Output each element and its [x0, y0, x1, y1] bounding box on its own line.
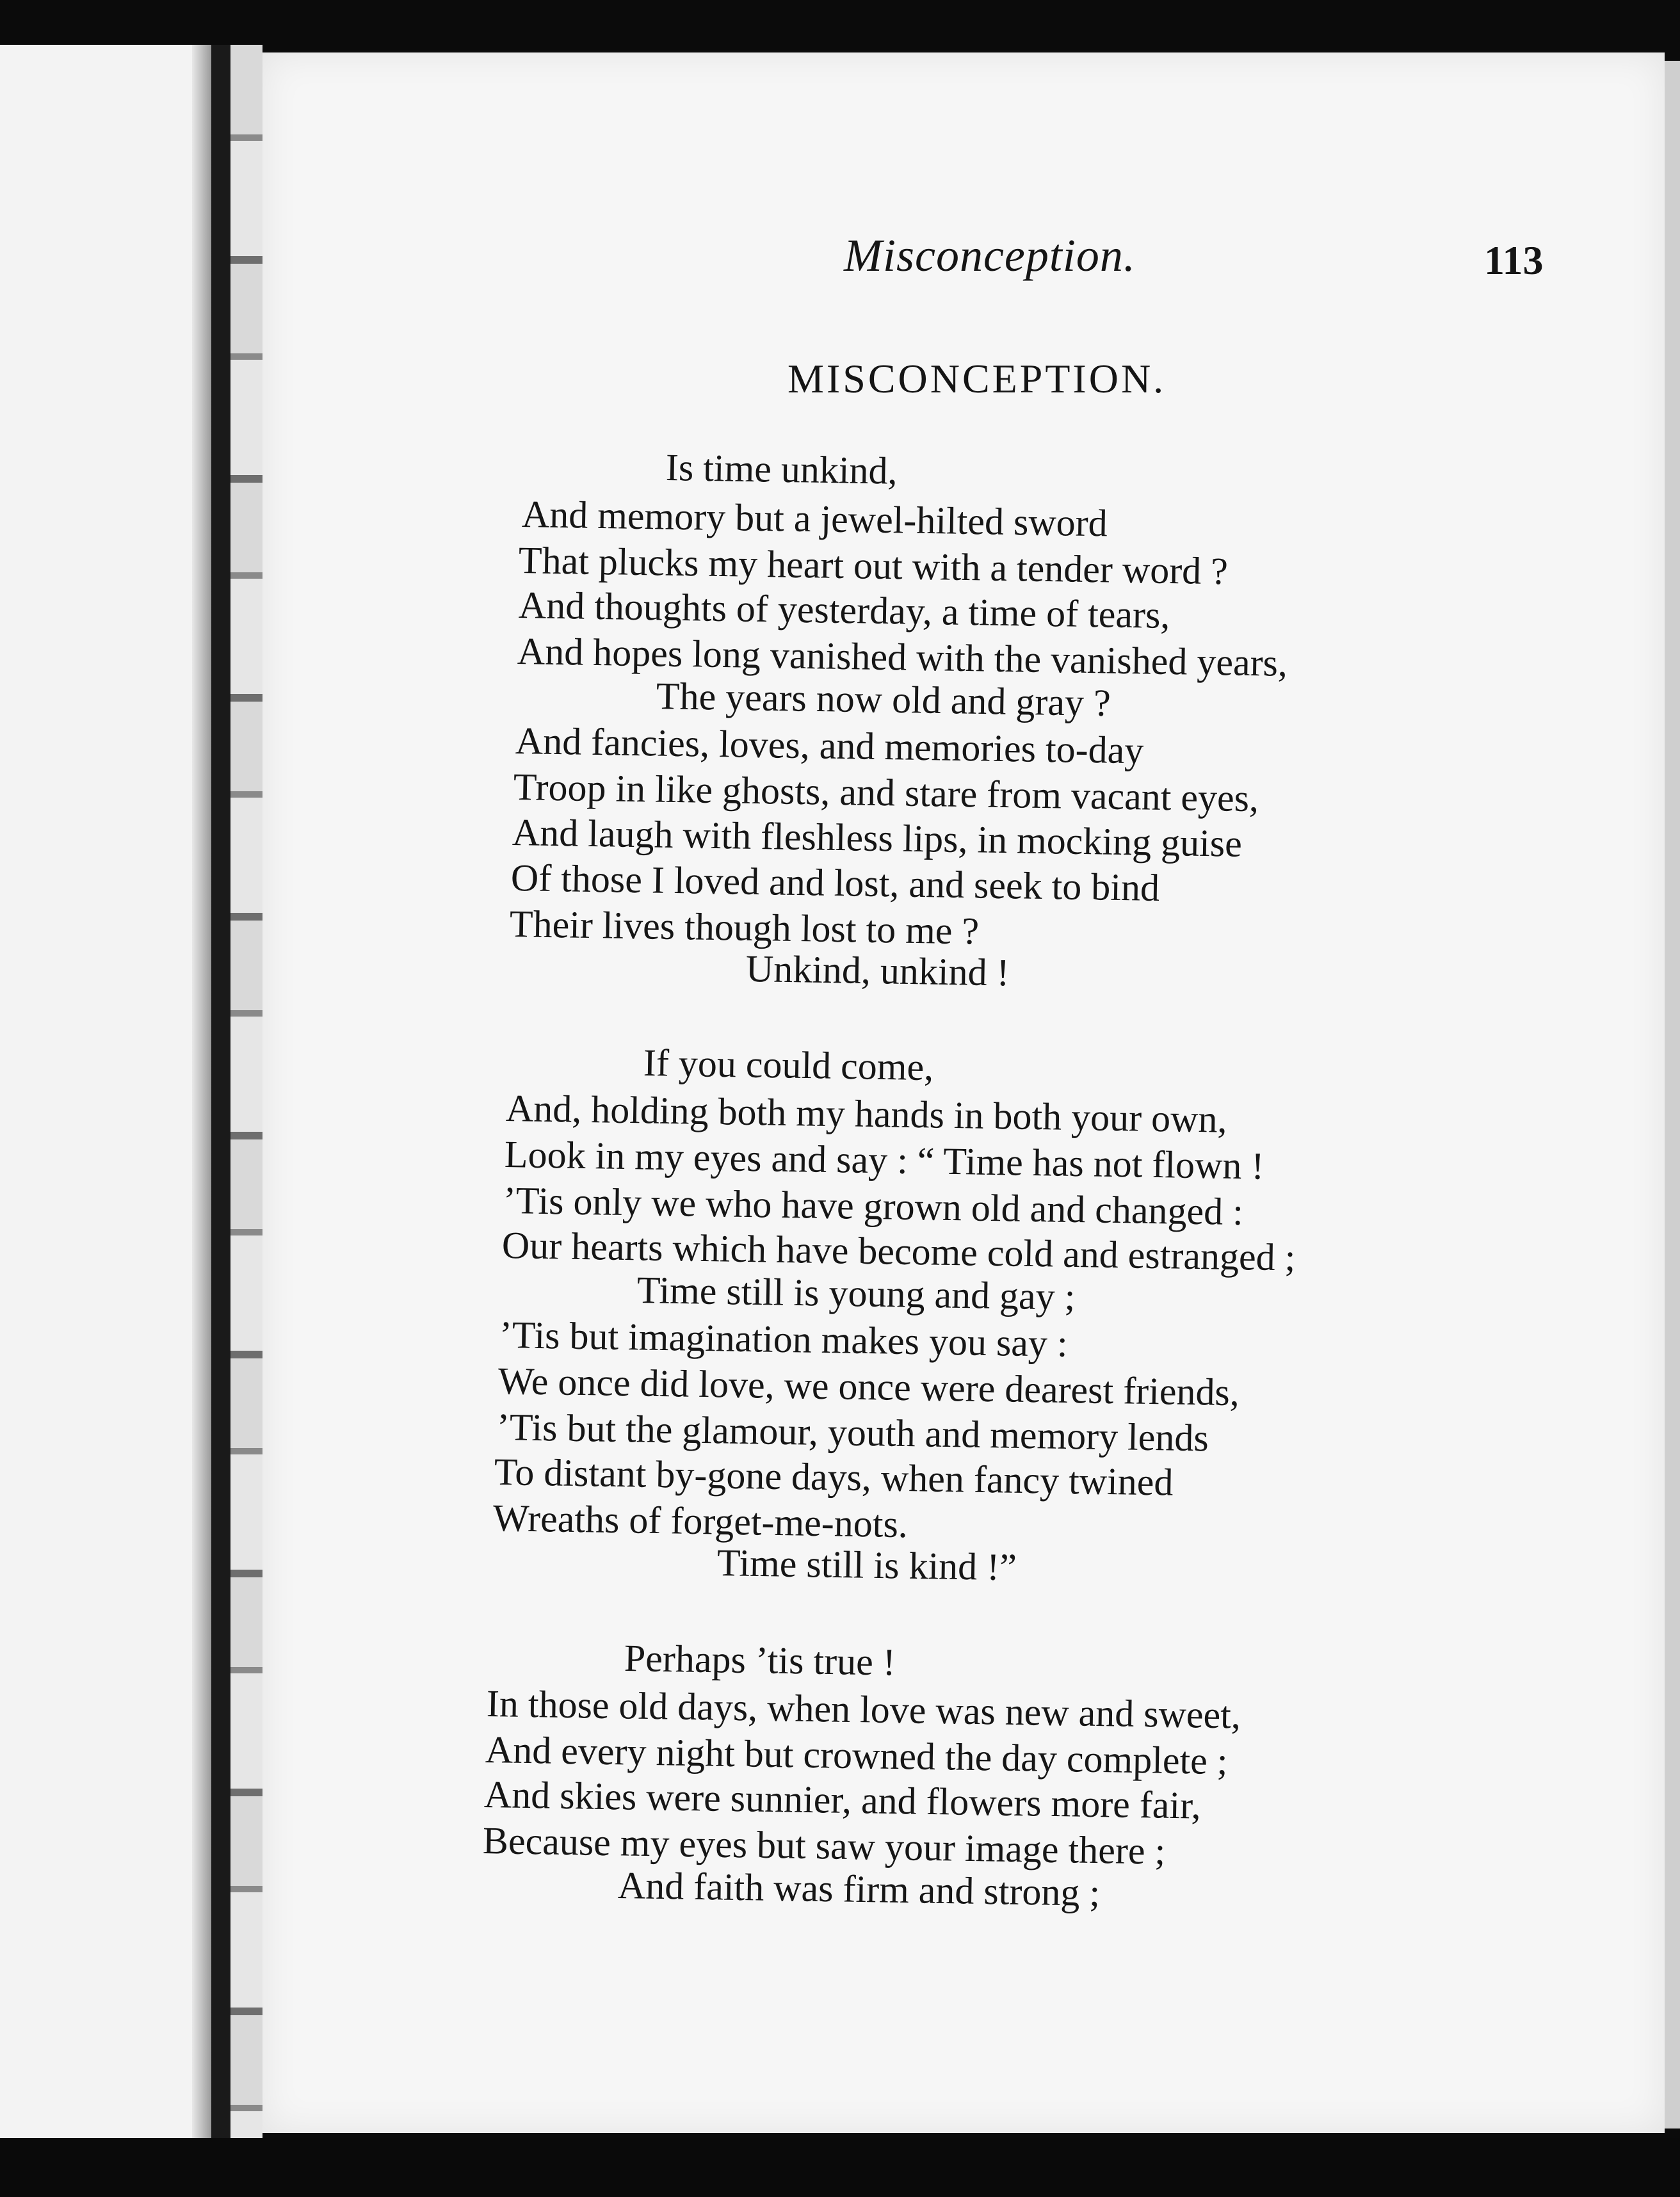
poem-line: Time still is young and gay ;: [636, 1269, 1076, 1318]
poem-line: Because my eyes but saw your image there ;: [482, 1819, 1166, 1872]
poem-line: The years now old and gray ?: [656, 675, 1111, 725]
poem-line: ’Tis but imagination makes you say :: [499, 1314, 1069, 1365]
running-head: Misconception.: [844, 230, 1136, 281]
poem-line: In those old days, when love was new and sweet,: [486, 1682, 1241, 1737]
poem-line: Wreaths of forget-me-nots.: [492, 1497, 909, 1546]
poem-line: And every night but crowned the day complete ;: [485, 1728, 1229, 1783]
poem-line: Time still is kind !”: [716, 1541, 1017, 1589]
poem-line: ’Tis only we who have grown old and changed :: [503, 1179, 1244, 1234]
poem-line: And thoughts of yesterday, a time of tears,: [518, 584, 1170, 636]
poem-line: And laugh with fleshless lips, in mocking guise: [512, 811, 1243, 865]
poem-line: Of those I loved and lost, and seek to bind: [510, 857, 1160, 909]
poem-line: And hopes long vanished with the vanished years,: [517, 630, 1288, 684]
poem-line: That plucks my heart out with a tender word ?: [518, 539, 1229, 593]
poem-line: If you could come,: [643, 1042, 934, 1089]
poem-line: Our hearts which have become cold and estranged ;: [501, 1224, 1296, 1279]
poem-title: MISCONCEPTION.: [788, 356, 1167, 401]
poem-line: And, holding both my hands in both your own,: [505, 1087, 1228, 1141]
poem-line: ’Tis but the glamour, youth and memory lends: [496, 1406, 1209, 1460]
poem-line: Is time unkind,: [665, 446, 898, 492]
poem-line: And skies were sunnier, and flowers more fair,: [483, 1773, 1202, 1827]
poem-line: And faith was firm and strong ;: [617, 1864, 1101, 1914]
poem-line: Troop in like ghosts, and stare from vacant eyes,: [513, 766, 1259, 820]
poem-line: We once did love, we once were dearest friends,: [497, 1360, 1240, 1414]
page-number: 113: [1484, 237, 1544, 283]
poem-line: Their lives though lost to me ?: [509, 903, 980, 953]
poem-line: Unkind, unkind !: [745, 947, 1010, 994]
poem-line: Look in my eyes and say : “ Time has not flown !: [504, 1133, 1264, 1187]
poem-line: And memory but a jewel-hilted sword: [521, 493, 1108, 545]
poem-line: And fancies, loves, and memories to-day: [515, 720, 1144, 772]
poem-line: Perhaps ’tis true !: [624, 1637, 896, 1684]
poem-line: To distant by-gone days, when fancy twined: [494, 1451, 1174, 1504]
